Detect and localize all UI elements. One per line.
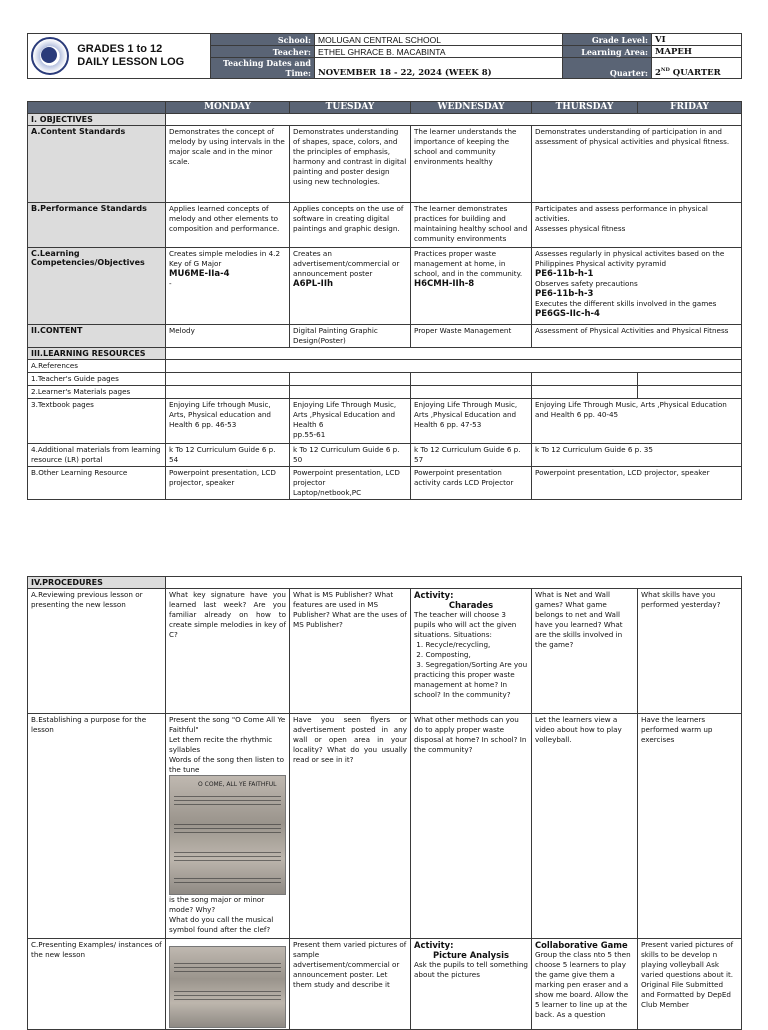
content-standards-thu-fri: Demonstrates understanding of participation in and assessment of physical activities and physical fitness. [532,126,742,203]
other-wed: Powerpoint presentation activity cards LCD Projector [411,467,532,500]
other-tue: Powerpoint presentation, LCD projector Laptop/netbook,PC [290,467,411,500]
reviewing-mon: What key signature have you learned last week? Are you familiar already on how to create simple melodies in key of C? [166,589,290,714]
sheet-music-photo-2 [169,946,286,1028]
textbook-mon: Enjoying Life trhough Music, Arts, Physical education and Health 6 pp. 46-53 [166,399,290,444]
performance-standards-tue: Applies concepts on the use of software in creating digital paintings and graphic design. [290,203,411,248]
content-standards-label: A.Content Standards [28,126,166,203]
references-label: A.References [28,360,166,373]
content-standards-wed: The learner understands the importance of keeping the school and community environments healthy [411,126,532,203]
establishing-purpose-label: B.Establishing a purpose for the lesson [28,714,166,939]
competency-thu-fri: Assesses regularly in physical activites based on the Philippines Physical activity pyramid PE6-11b-h-1 Observes safety precautions PE6-11b-h-3 Executes the different skills involved in the games PE6GS-IIc-h-4 [532,248,742,325]
performance-standards-label: B.Performance Standards [28,203,166,248]
teachers-guide-label: 1.Teacher's Guide pages [28,373,166,386]
content-section-label: II.CONTENT [28,325,166,348]
performance-standards-wed: The learner demonstrates practices for building and maintaining healthy school and community environments [411,203,532,248]
purpose-wed: What other methods can you do to apply proper waste disposal at home? In school? In the community? [411,714,532,939]
competency-mon: Creates simple melodies in 4.2 Key of G Major MU6ME-IIa-4 - [166,248,290,325]
teaching-dates-label: Teaching Dates and Time: [211,58,315,79]
content-tue: Digital Painting Graphic Design(Poster) [290,325,411,348]
procedures-table [27,576,742,1030]
examples-fri: Present varied pictures of skills to be develop n playing volleyball Ask varied questions about it. Original File Submitted and Formatted by DepEd Club Member [638,939,742,1030]
reviewing-thu: What is Net and Wall games? What game belongs to net and Wall have you learned? What are the skills involved in the game? [532,589,638,714]
purpose-thu: Let the learners view a video about how to play volleyball. [532,714,638,939]
school-value: MOLUGAN CENTRAL SCHOOL [315,34,563,46]
content-standards-mon: Demonstrates the concept of melody by using intervals in the major scale and in the minor scale. [166,126,290,203]
procedures-section: IV.PROCEDURES [28,577,166,589]
reviewing-lesson-label: A.Reviewing previous lesson or presenting the new lesson [28,589,166,714]
learning-area-label: Learning Area: [563,46,652,58]
textbook-wed: Enjoying Life Through Music, Arts ,Physical Education and Health 6 pp. 47-53 [411,399,532,444]
competency-tue: Creates an advertisement/commercial or announcement poster A6PL-IIh [290,248,411,325]
learning-area-value: MAPEH [652,46,742,58]
school-label: School: [211,34,315,46]
performance-standards-mon: Applies learned concepts of melody and other elements to composition and performance. [166,203,290,248]
examples-thu: Collaborative Game Group the class nto 5 then choose 5 learners to play the game give them a marking pen eraser and a show me board. Allow the 5 learner to line up at the back. As a question [532,939,638,1030]
other-mon: Powerpoint presentation, LCD projector, speaker [166,467,290,500]
day-wednesday: WEDNESDAY [411,102,532,114]
sheet-music-photo: O COME, ALL YE FAITHFUL [169,775,286,895]
competency-wed: Practices proper waste management at home, in school, and in the community. H6CMH-IIh-8 [411,248,532,325]
objectives-section: I. OBJECTIVES [28,114,166,126]
purpose-mon: Present the song "O Come All Ye Faithful" Let them recite the rhythmic syllables Words of the song then listen to the tune O COME, ALL YE FAITHFUL is the song major or minor mode? Why? What do you call the musical symbol found after the clef? [166,714,290,939]
header-table [27,33,742,79]
day-thursday: THURSDAY [532,102,638,114]
additional-materials-label: 4.Additional materials from learning resource (LR) portal [28,444,166,467]
purpose-fri: Have the learners performed warm up exercises [638,714,742,939]
examples-tue: Present them varied pictures of sample advertisement/commercial or announcement poster. Let them study and describe it [290,939,411,1030]
header-title: GRADES 1 to 12 DAILY LESSON LOG [77,43,185,68]
references-blank [166,360,742,373]
other-thu-fri: Powerpoint presentation, LCD projector, speaker [532,467,742,500]
learning-resources-section: III.LEARNING RESOURCES [28,348,166,360]
learners-materials-label: 2.Learner's Materials pages [28,386,166,399]
content-thu-fri: Assessment of Physical Activities and Physical Fitness [532,325,742,348]
additional-mon: k To 12 Curriculum Guide 6 p. 54 [166,444,290,467]
reviewing-tue: What is MS Publisher? What features are used in MS Publisher? What are the uses of MS Publisher? [290,589,411,714]
textbook-tue: Enjoying Life Through Music, Arts ,Physical Education and Health 6 pp.55-61 [290,399,411,444]
purpose-tue: Have you seen flyers or advertisement posted in any wall or open area in your locality? What do you usually read or see in it? [290,714,411,939]
examples-mon [166,939,290,1030]
deped-seal-icon [31,37,69,75]
quarter-value: 2ND QUARTER [652,58,742,79]
content-wed: Proper Waste Management [411,325,532,348]
header-logo-cell [28,34,211,79]
procedures-blank [166,577,742,589]
presenting-examples-label: C.Presenting Examples/ instances of the new lesson [28,939,166,1030]
learning-competencies-label: C.Learning Competencies/Objectives [28,248,166,325]
other-resources-label: B.Other Learning Resource [28,467,166,500]
examples-wed: Activity: Picture Analysis Ask the pupils to tell something about the pictures [411,939,532,1030]
teacher-value: ETHEL GHRACE B. MACABINTA [315,46,563,58]
additional-tue: k To 12 Curriculum Guide 6 p. 50 [290,444,411,467]
textbook-thu-fri: Enjoying Life Through Music, Arts ,Physical Education and Health 6 pp. 40-45 [532,399,742,444]
day-friday: FRIDAY [638,102,742,114]
quarter-label: Quarter: [563,58,652,79]
reviewing-wed: Activity: Charades The teacher will choose 3 pupils who will act the given situations. Situations: 1. Recycle/recycling, 2. Composting, 3. Segregation/Sorting Are you practicing this proper waste management at home? In school? In the community? [411,589,532,714]
additional-thu-fri: k To 12 Curriculum Guide 6 p. 35 [532,444,742,467]
blank-header-cell [28,102,166,114]
objectives-blank [166,114,742,126]
teacher-label: Teacher: [211,46,315,58]
teaching-dates-value: NOVEMBER 18 - 22, 2024 (WEEK 8) [315,58,563,79]
grade-level-label: Grade Level: [563,34,652,46]
day-tuesday: TUESDAY [290,102,411,114]
grade-level-value: VI [652,34,742,46]
content-mon: Melody [166,325,290,348]
additional-wed: k To 12 Curriculum Guide 6 p. 57 [411,444,532,467]
day-monday: MONDAY [166,102,290,114]
resources-blank [166,348,742,360]
textbook-label: 3.Textbook pages [28,399,166,444]
reviewing-fri: What skills have you performed yesterday? [638,589,742,714]
objectives-table [27,101,742,500]
content-standards-tue: Demonstrates understanding of shapes, space, colors, and the principles of emphasis, harmony and contrast in digital painting and poster design using new technologies. [290,126,411,203]
performance-standards-thu-fri: Participates and assess performance in physical activities. Assesses physical fitness [532,203,742,248]
